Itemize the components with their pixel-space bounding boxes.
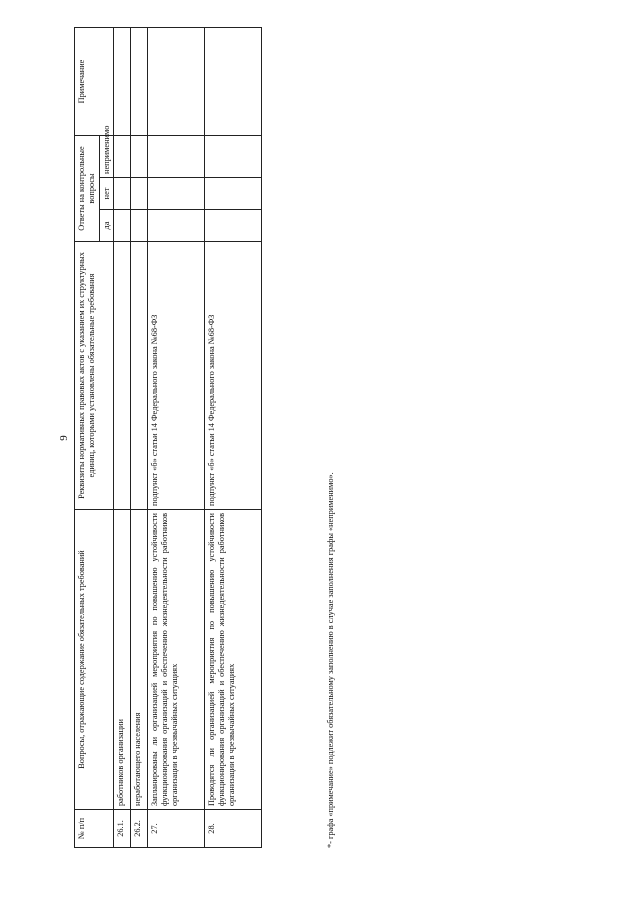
header-reference: Реквизиты нормативных правовых актов с указанием их структурных единиц, которыми установлены обязательные требования — [75, 242, 114, 510]
header-answer-na: неприменимо — [99, 135, 114, 177]
header-answers: Ответы на контрольные вопросы — [75, 135, 100, 241]
answer-na-cell[interactable] — [205, 135, 262, 177]
row-reference — [131, 242, 148, 510]
row-question: неработающего населения — [131, 510, 148, 810]
row-num: 27. — [148, 810, 205, 848]
table-header-row — [75, 27, 100, 847]
row-reference — [114, 242, 131, 510]
header-answer-yes: да — [99, 210, 114, 242]
row-reference: подпункт «б» статьи 14 Федерального закона №68-ФЗ — [205, 242, 262, 510]
header-note: Примечание — [75, 27, 114, 135]
answer-na-cell[interactable] — [148, 135, 205, 177]
row-question: Запланированы ли организацией мероприятия по повышению устойчивости функционирования организаций и обеспечению жизнедеятельности работников организации в чрезвычайных ситуациях — [148, 510, 205, 810]
table-row — [148, 27, 205, 847]
answer-no-cell[interactable] — [205, 178, 262, 210]
answer-na-cell[interactable] — [131, 135, 148, 177]
footnote: *- графа «примечание» подлежит обязательному заполнению в случае заполнения графы «неприменимо». — [326, 472, 335, 848]
row-num: 28. — [205, 810, 262, 848]
row-num: 26.2. — [131, 810, 148, 848]
answer-no-cell[interactable] — [131, 178, 148, 210]
answer-yes-cell[interactable] — [131, 210, 148, 242]
answer-yes-cell[interactable] — [114, 210, 131, 242]
note-cell[interactable] — [205, 27, 262, 135]
note-cell[interactable] — [148, 27, 205, 135]
answer-na-cell[interactable] — [114, 135, 131, 177]
header-question: Вопросы, отражающие содержание обязательных требований — [75, 510, 114, 810]
page-number: 9 — [58, 435, 70, 441]
table-row — [131, 27, 148, 847]
table-row — [114, 27, 131, 847]
document-page — [52, 28, 352, 848]
answer-no-cell[interactable] — [148, 178, 205, 210]
header-num: № п/п — [75, 810, 114, 848]
table-row — [205, 27, 262, 847]
row-question: работников организации — [114, 510, 131, 810]
note-cell[interactable] — [114, 27, 131, 135]
row-question: Проводятся ли организацией мероприятия по повышению устойчивости функционирования организаций и обеспечению жизнедеятельности работников организации в чрезвычайных ситуациях — [205, 510, 262, 810]
row-num: 26.1. — [114, 810, 131, 848]
header-answer-no: нет — [99, 178, 114, 210]
checklist-table — [74, 27, 262, 848]
note-cell[interactable] — [131, 27, 148, 135]
answer-yes-cell[interactable] — [148, 210, 205, 242]
answer-no-cell[interactable] — [114, 178, 131, 210]
answer-yes-cell[interactable] — [205, 210, 262, 242]
row-reference: подпункт «б» статьи 14 Федерального закона №68-ФЗ — [148, 242, 205, 510]
